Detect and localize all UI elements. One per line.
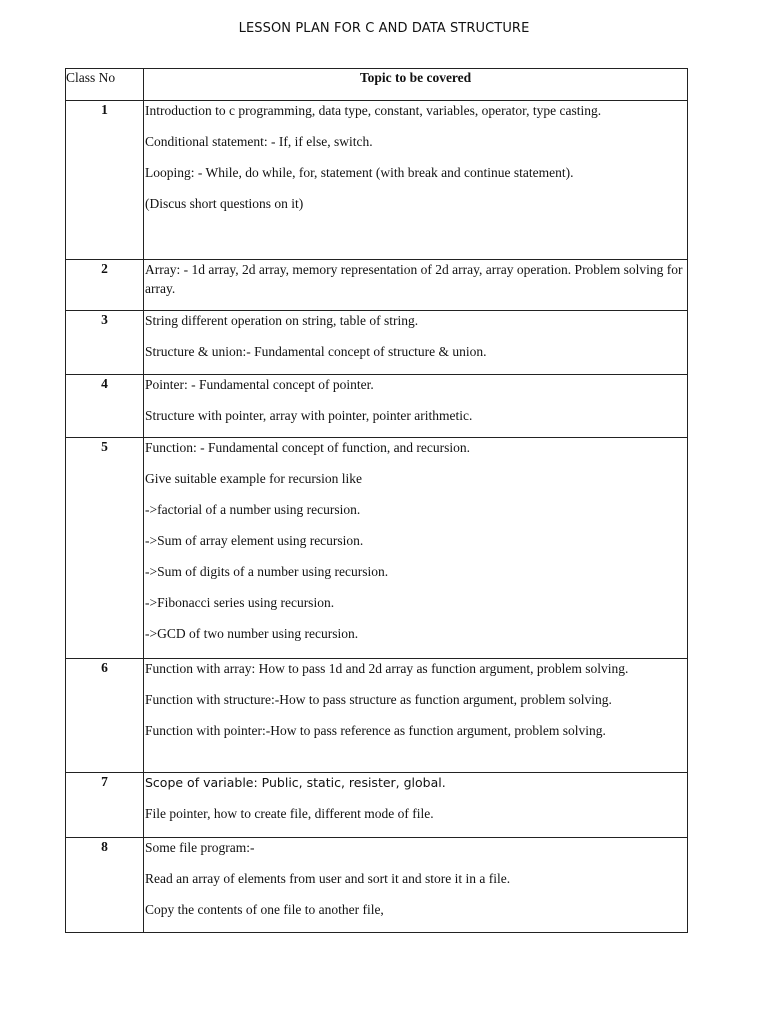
topic-line: Function with array: How to pass 1d and 2d array as function argument, problem solving.: [145, 661, 629, 676]
header-class-no: Class No: [66, 69, 144, 101]
header-topic: Topic to be covered: [144, 69, 688, 101]
class-number: 6: [66, 659, 144, 773]
document-title: LESSON PLAN FOR C AND DATA STRUCTURE: [238, 21, 530, 36]
table-row: [66, 260, 688, 311]
topic-line: Read an array of elements from user and sort it and store it in a file.: [145, 871, 511, 886]
topic-line: ->factorial of a number using recursion.: [145, 502, 361, 517]
topic-line: Pointer: - Fundamental concept of pointer.: [145, 377, 374, 392]
topic-line: File pointer, how to create file, different mode of file.: [145, 806, 434, 821]
class-number: 8: [66, 838, 144, 933]
topic-cell: [144, 101, 688, 260]
class-number: 4: [66, 375, 144, 438]
table-row: [66, 311, 688, 375]
lesson-plan-table: [65, 68, 688, 933]
topic-line: Array: - 1d array, 2d array, memory representation of 2d array, array operation. Problem solving for array.: [145, 262, 683, 296]
topic-cell: [144, 659, 688, 773]
topic-line: ->Sum of digits of a number using recursion.: [145, 564, 389, 579]
topic-line: Introduction to c programming, data type, constant, variables, operator, type casting.: [145, 103, 602, 118]
table-row: [66, 375, 688, 438]
class-number: 7: [66, 773, 144, 838]
topic-cell: [144, 438, 688, 659]
topic-line: Function with pointer:-How to pass reference as function argument, problem solving.: [145, 723, 606, 738]
topic-line: Conditional statement: - If, if else, switch.: [145, 134, 373, 149]
topic-cell: [144, 838, 688, 933]
table-row: [66, 838, 688, 933]
topic-line: (Discus short questions on it): [145, 196, 304, 211]
topic-line: Structure & union:- Fundamental concept of structure & union.: [145, 344, 487, 359]
topic-line: Function with structure:-How to pass structure as function argument, problem solving.: [145, 692, 612, 707]
topic-line: Some file program:-: [145, 840, 255, 855]
topic-line: ->Sum of array element using recursion.: [145, 533, 364, 548]
table-row: [66, 438, 688, 659]
class-number: 5: [66, 438, 144, 659]
topic-cell: [144, 260, 688, 311]
topic-line: Structure with pointer, array with pointer, pointer arithmetic.: [145, 408, 473, 423]
topic-line: String different operation on string, table of string.: [145, 313, 419, 328]
topic-cell: [144, 375, 688, 438]
topic-line: ->GCD of two number using recursion.: [145, 626, 359, 641]
table-row: [66, 659, 688, 773]
class-number: 3: [66, 311, 144, 375]
topic-line: Copy the contents of one file to another file,: [145, 902, 384, 917]
table-row: [66, 773, 688, 838]
topic-line: Looping: - While, do while, for, statement (with break and continue statement).: [145, 165, 574, 180]
table-header-row: [66, 69, 688, 101]
class-number: 2: [66, 260, 144, 311]
table-row: [66, 101, 688, 260]
topic-line: Give suitable example for recursion like: [145, 471, 363, 486]
topic-cell: [144, 773, 688, 838]
topic-line: ->Fibonacci series using recursion.: [145, 595, 335, 610]
topic-line: Scope of variable: Public, static, resister, global.: [145, 775, 446, 790]
topic-line: Function: - Fundamental concept of function, and recursion.: [145, 440, 471, 455]
topic-cell: [144, 311, 688, 375]
class-number: 1: [66, 101, 144, 260]
